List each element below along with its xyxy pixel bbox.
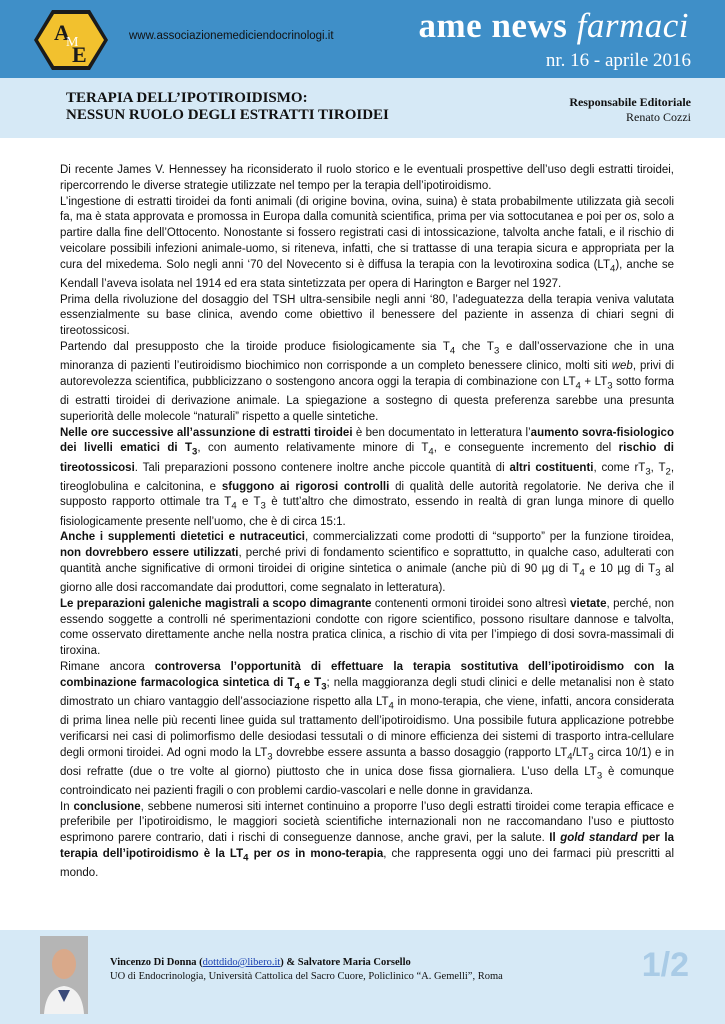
issue-number: nr. 16 - aprile 2016 bbox=[545, 50, 691, 71]
article-body bbox=[60, 163, 674, 882]
paragraph-5: Nelle ore successive all’assunzione di estratti tiroidei è ben documentato in letteratura l’aumento sovra-fisiologico dei livelli ematici di $T_3$, con aumento relativamente minore di $T_4$, e conseguente incremento del rischio di tireotossicosi. Tali preparazioni possono contenere inoltre anche piccole quantità di altri costituenti, come $rT_3$, $T_2$, tireoglobulina e calcitonina, e sfuggono ai rigorosi controlli di qualità delle autorità regolatorie. Ne deriva che il supposto rapporto ottimale tra $T_4$ e $T_3$ è tutt’altro che dimostrato, essendo in realtà di gran lunga minore di quello fisiologicamente presente nell’uomo, che è di circa 15:1. bbox=[60, 426, 675, 528]
paragraph-1: Di recente James V. Hennessey ha riconsiderato il ruolo storico e le eventuali prospettive dell’uso degli estratti tiroidei, ripercorrendo le diverse strategie utilizzate nel tempo per la terapia dell’ipotiroidismo. bbox=[60, 164, 674, 192]
newsletter-brand bbox=[419, 6, 689, 46]
editorial-responsible bbox=[569, 95, 691, 125]
brand-bold: ame news bbox=[418, 6, 568, 45]
paragraph-6: Anche i supplementi dietetici e nutraceutici, commercializzati come prodotti di “supporto” per la funzione tiroidea, non dovrebbero essere utilizzati, perché privi di fondamento scientifico e soprattutto, in qualche caso, adulterati con quantità anche significative di ormoni tiroidei di origine sintetica o animale (anche più di 90 µg di $T_4$ e 10 µg di $T_3$ al giorno alle dosi raccomandate dai produttori, come segnalato in letteratura). bbox=[60, 531, 675, 594]
title-line-1: TERAPIA DELL’IPOTIROIDISMO: bbox=[66, 90, 308, 106]
brand-italic: farmaci bbox=[576, 6, 689, 45]
author-email-link[interactable]: dottdido@libero.it bbox=[202, 957, 281, 968]
responsible-name: Renato Cozzi bbox=[626, 110, 691, 124]
paragraph-8: Rimane ancora controversa l’opportunità di effettuare la terapia sostitutiva dell’ipotiroidismo con la combinazione farmacologica sintetica di $T_4$ e $T_3$; nella maggioranza degli studi clinici e delle metanalisi non è stato dimostrato un chiaro vantaggio dell’associazione rispetto alla $LT_4$ in mono-terapia, che viene, infatti, ancora considerata di prima linea nelle più recenti linee guida sul trattamento dell’ipotiroidismo. Una possibile futura applicazione potrebbe verificarsi nei casi di polimorfismo delle desiodasi tessutali o di minore efficienza dei sistemi di trasporto intra-cellulare degli ormoni tiroidei. Ad ogni modo la $LT_3$ dovrebbe essere assunta a basso dosaggio (rapporto $LT_4/LT_3$ circa 10/1) e in dosi refratte (due o tre volte al giorno) piuttosto che in unica dose fissa giornaliera. L’uso della $LT_3$ è comunque controindicato nei pazienti fragili o con problemi cardio-vascolari e nelle donne in gravidanza. bbox=[60, 660, 674, 797]
responsible-label: Responsabile Editoriale bbox=[569, 95, 691, 109]
paragraph-2: L’ingestione di estratti tiroidei da fonti animali (di origine bovina, ovina, suina) è stata probabilmente utilizzata già secoli fa, ma è stata approvata e promossa in Europa dalla comunità scientifica, prima per via sottocutanea e poi per os, solo a partire dalla fine dell’Ottocento. Nonostante si fossero registrati casi di intossicazione, talvolta anche fatali, e il rischio di veicolare possibili infezioni animale-uomo, si riteneva, infatti, che si trattasse di una terapia sicura e appropriata per la cura del mixedema. Solo negli anni ‘70 del Novecento si è diffusa la terapia con la levotiroxina sodica $(LT_4)$, anche se Kendall l’aveva isolata nel 1914 ed era stata sintetizzata per opera di Harington e Barger nel 1927. bbox=[60, 195, 674, 290]
ame-logo bbox=[32, 8, 110, 72]
paragraph-4: Partendo dal presupposto che la tiroide produce fisiologicamente sia $T_4$ che $T_3$ e dall’osservazione che in una minoranza di pazienti l’eutiroidismo biochimico non corrisponde a un completo benessere clinico, molti siti web, privi di autorevolezza scientifica, pubblicizzano o sostengono ancora oggi la terapia di combinazione con $LT_4 + LT_3$ sotto forma di estratti tiroidei di derivazione animale. La spiegazione a sostegno di questa preferenza sarebbe una presunta superiorità delle molecole “naturali” rispetto a quelle sintetiche. bbox=[60, 341, 674, 423]
author-photo bbox=[40, 936, 88, 1014]
logo-letter-a: A bbox=[54, 20, 70, 45]
authors-line: Vincenzo Di Donna (dottdido@libero.it) & Salvatore Maria Corsello bbox=[110, 957, 411, 968]
site-url[interactable]: www.associazionemediciendocrinologi.it bbox=[129, 30, 334, 42]
logo-letter-m: M bbox=[66, 35, 79, 50]
paragraph-7: Le preparazioni galeniche magistrali a scopo dimagrante contenenti ormoni tiroidei sono altresì vietate, perché, non essendo soggette a controlli né sperimentazioni condotte con rigore scientifico, possono risultare dannose e talvolta, come osservato direttamente anche nella nostra pratica clinica, a rischio di vita per l’impiego di dosi sovra-massimali di tiroxina. bbox=[60, 597, 674, 658]
author-2: Salvatore Maria Corsello bbox=[297, 957, 411, 968]
author-affiliation: UO di Endocrinologia, Università Cattolica del Sacro Cuore, Policlinico “A. Gemelli”, Roma bbox=[110, 971, 503, 982]
author-block bbox=[110, 956, 503, 984]
article-title bbox=[66, 90, 389, 124]
title-line-2: NESSUN RUOLO DEGLI ESTRATTI TIROIDEI bbox=[66, 107, 389, 123]
page-indicator: 1/2 bbox=[641, 946, 689, 984]
paragraph-3: Prima della rivoluzione del dosaggio del TSH ultra-sensibile negli anni ‘80, l’adeguatezza della terapia veniva valutata essenzialmente su base clinica, avendo come obiettivo il benessere del paziente in assenza di chiari segni di tireotossicosi. bbox=[60, 293, 674, 338]
paragraph-9: In conclusione, sebbene numerosi siti internet continuino a proporre l’uso degli estratti tiroidei come terapia efficace e preferibile per l’ipotiroidismo, le maggiori società scientifiche internazionali non ne raccomandano l’uso e piuttosto esprimono parere contrario, dati i rischi di conseguenze dannose, anche gravi, per la salute. Il gold standard per la terapia dell’ipotiroidismo è la $LT_4$ per os in mono-terapia, che rappresenta oggi uno dei farmaci più prescritti al mondo. bbox=[60, 800, 675, 880]
header-bar bbox=[0, 0, 725, 78]
author-1: Vincenzo Di Donna bbox=[110, 957, 197, 968]
logo-letter-e: E bbox=[72, 42, 87, 67]
